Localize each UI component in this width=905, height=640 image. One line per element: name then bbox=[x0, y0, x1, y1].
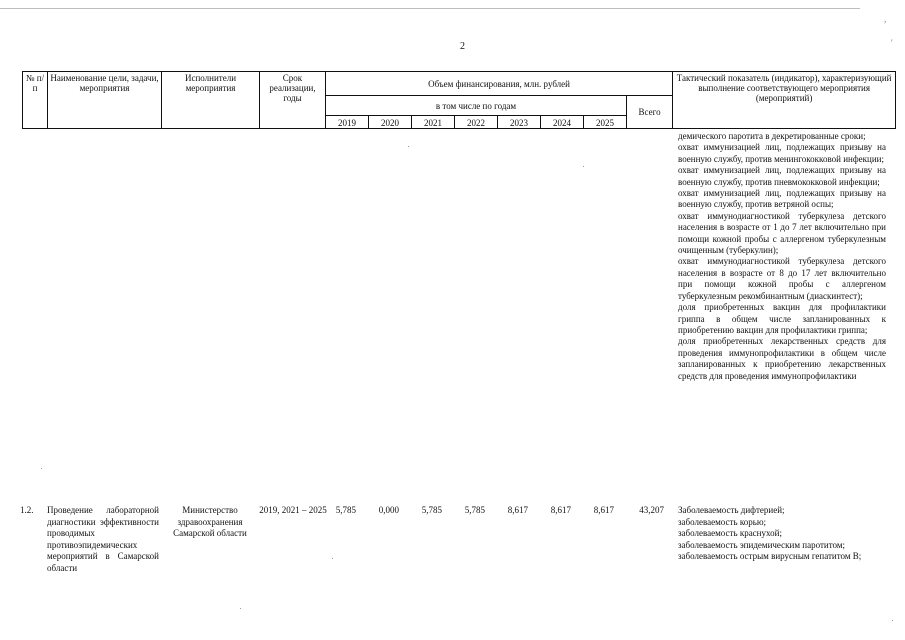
continued-indicators: демического паротита в декретированные сроки; охват иммунизацией лиц, подлежащих призыву на военную службу, против менингококковой инфекции; охват иммунизацией лиц, подлежащих призыву на военную службу, против пневмококковой инфекции; охват иммунизацией лиц, подлежащих призыву на военную службу, против ветряной оспы; охват иммунодиагностикой туберкулеза детского населения в возрасте от 1 до 7 лет включительно при помощи кожной пробы с аллергеном туберкулезным очищенным (туберкулин); охват иммунодиагностикой туберкулеза детского населения в возрасте от 8 до 17 лет включительно при помощи кожной пробы с аллергеном туберкулезным рекомбинантным (диаскинтест); доля приобретенных вакцин для профилактики гриппа в общем числе запланированных к приобретению вакцин для профилактики гриппа; доля приобретенных лекарственных средств для проведения иммунопрофилактики в общем числе запланированных к приобретению лекарственных средств для проведения иммунопрофилактики bbox=[678, 131, 886, 381]
scan-speck bbox=[408, 146, 409, 147]
header-executor: Исполнители мероприятия bbox=[162, 72, 260, 129]
year-cell: 2024 bbox=[541, 116, 584, 129]
value-2021: 5,785 bbox=[421, 505, 442, 515]
row-executor: Министерство здравоохранения Самарской области bbox=[173, 505, 247, 538]
header-finance: Объем финансирования, млн. рублей bbox=[326, 72, 673, 96]
scan-speck bbox=[332, 558, 333, 559]
year-cell: 2025 bbox=[584, 116, 627, 129]
header-by-year: в том числе по годам bbox=[326, 96, 627, 116]
value-2022: 5,785 bbox=[464, 505, 485, 515]
value-2023: 8,617 bbox=[507, 505, 528, 515]
scan-speck bbox=[892, 620, 893, 621]
year-cell: 2022 bbox=[455, 116, 498, 129]
row-indicators: Заболеваемость дифтерией; заболеваемость корью; заболеваемость краснухой; заболеваемость эпидемическим паротитом; заболеваемость острым вирусным гепатитом В; bbox=[678, 505, 862, 561]
row-number: 1.2. bbox=[20, 505, 34, 515]
value-2020: 0,000 bbox=[378, 505, 399, 515]
header-num: № п/п bbox=[23, 72, 48, 129]
year-cell: 2020 bbox=[369, 116, 412, 129]
year-cell: 2023 bbox=[498, 116, 541, 129]
scan-speck bbox=[41, 468, 42, 469]
header-name: Наименование цели, задачи, мероприятия bbox=[48, 72, 162, 129]
row-name: Проведение лабораторной диагностики эффективности проводимых противоэпидемических мероприятий в Самарской области bbox=[47, 505, 159, 573]
value-2025: 8,617 bbox=[593, 505, 614, 515]
header-total: Всего bbox=[627, 96, 673, 129]
scan-speck bbox=[240, 608, 241, 609]
header-indicator: Тактический показатель (индикатор), характеризующий выполнение соответствующего мероприятия (мероприятий) bbox=[673, 72, 896, 129]
corner-mark: , bbox=[884, 14, 887, 24]
top-rule bbox=[0, 8, 860, 9]
page-number: 2 bbox=[460, 41, 465, 52]
corner-mark: ' bbox=[891, 38, 893, 48]
year-cell: 2021 bbox=[412, 116, 455, 129]
scan-speck bbox=[583, 166, 584, 167]
value-2024: 8,617 bbox=[550, 505, 571, 515]
row-term: 2019, 2021 – 2025 bbox=[259, 505, 327, 515]
header-table bbox=[22, 71, 896, 129]
year-cell: 2019 bbox=[326, 116, 369, 129]
header-term: Срок реализации, годы bbox=[260, 72, 326, 129]
value-total: 43,207 bbox=[639, 505, 664, 515]
value-2019: 5,785 bbox=[335, 505, 356, 515]
